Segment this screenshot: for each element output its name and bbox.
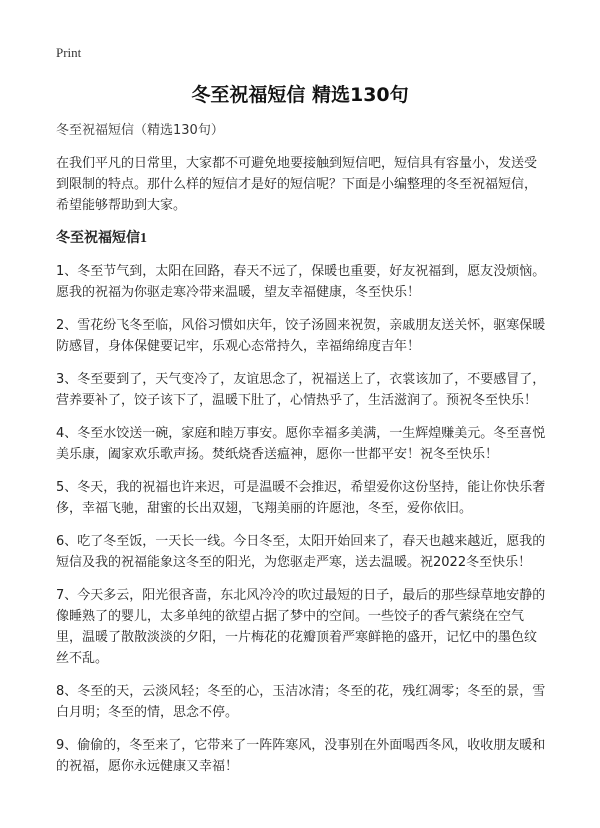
greeting-item-8: 8、冬至的天，云淡风轻；冬至的心，玉洁冰清；冬至的花，残红凋零；冬至的景，雪白月明；冬至的情，思念不停。 bbox=[56, 684, 546, 720]
greeting-item-3: 3、冬至要到了，天气变冷了，友谊思念了，祝福送上了，衣裳该加了，不要感冒了，营养要补了，饺子该下了，温暖下肚了，心情热乎了，生活滋润了。预祝冬至快乐！ bbox=[56, 372, 546, 408]
intro-paragraph: 在我们平凡的日常里，大家都不可避免地要接触到短信吧，短信具有容量小，发送受到限制的特点。那什么样的短信才是好的短信呢？下面是小编整理的冬至祝福短信，希望能够帮助到大家。 bbox=[56, 156, 538, 213]
article-subtitle: 冬至祝福短信（精选130句） bbox=[56, 123, 224, 138]
greeting-item-1: 1、冬至节气到，太阳在回路，春天不远了，保暖也重要，好友祝福到，愿友没烦恼。愿我的祝福为你驱走寒冷带来温暖，望友幸福健康，冬至快乐！ bbox=[56, 264, 546, 300]
print-link[interactable]: Print bbox=[56, 45, 82, 60]
greeting-item-4: 4、冬至水饺送一碗，家庭和睦万事安。愿你幸福多美满，一生辉煌赚美元。冬至喜悦美乐康，阖家欢乐歌声扬。焚纸烧香送瘟神，愿你一世都平安！祝冬至快乐！ bbox=[56, 426, 546, 462]
greeting-item-2: 2、雪花纷飞冬至临，风俗习惯如庆年，饺子汤圆来祝贺，亲戚朋友送关怀，驱寒保暖防感冒，身体保健要记牢，乐观心态常持久，幸福绵绵度吉年！ bbox=[56, 318, 546, 354]
section-heading: 冬至祝福短信1 bbox=[56, 231, 147, 246]
greeting-item-5: 5、冬天，我的祝福也许来迟，可是温暖不会推迟，希望爱你这份坚持，能让你快乐奢侈，幸福飞驰，甜蜜的长出双翅，飞翔美丽的许愿池，冬至，爱你依旧。 bbox=[56, 480, 546, 516]
article-body bbox=[56, 120, 548, 789]
greeting-item-6: 6、吃了冬至饭，一天长一线。今日冬至，太阳开始回来了，春天也越来越近，愿我的短信及我的祝福能象这冬至的阳光，为您驱走严寒，送去温暖。祝2022冬至快乐！ bbox=[56, 534, 546, 570]
greeting-item-9: 9、偷偷的，冬至来了，它带来了一阵阵寒风，没事别在外面喝西冬风，收收朋友暖和的祝福，愿你永远健康又幸福！ bbox=[56, 738, 546, 774]
page-title: 冬至祝福短信 精选130句 bbox=[191, 84, 409, 106]
greeting-item-7: 7、今天多云，阳光很吝啬，东北风冷冷的吹过最短的日子，最后的那些绿草地安静的像睡熟了的婴儿，太多单纯的欲望占据了梦中的空间。一些饺子的香气萦绕在空气里，温暖了散散淡淡的夕阳，一片梅花的花瓣顶着严寒鲜艳的盛开，记忆中的墨色纹丝不乱。 bbox=[56, 588, 546, 666]
